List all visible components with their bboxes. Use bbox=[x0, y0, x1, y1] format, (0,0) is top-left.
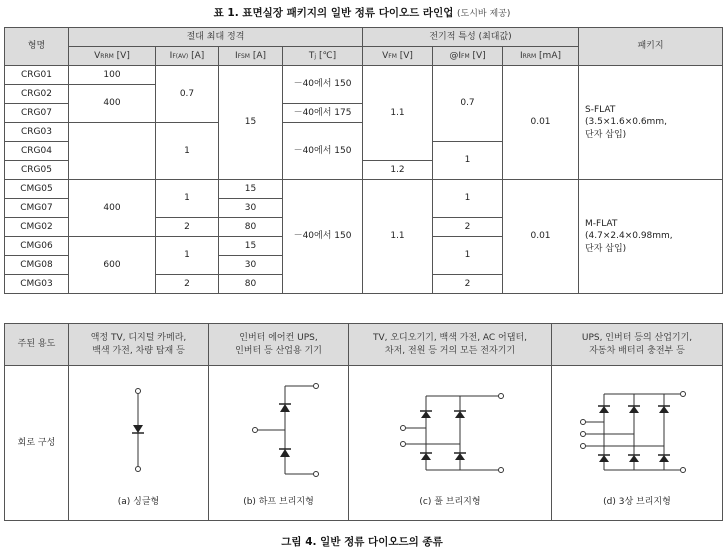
header-vrrm: VRRM [V] bbox=[69, 47, 156, 66]
at-ifm-cell: 1 bbox=[433, 180, 503, 218]
apps-full-bridge: TV, 오디오기기, 백색 가전, AC 어댑터, 차저, 전원 등 거의 모든 전자기기 bbox=[349, 324, 552, 366]
diode-icon bbox=[133, 425, 143, 433]
full-bridge-circuit-diagram bbox=[350, 366, 550, 496]
type-cell: CMG02 bbox=[5, 218, 69, 237]
type-cell: CRG04 bbox=[5, 142, 69, 161]
diode-icon bbox=[659, 455, 669, 462]
ifsm-cell: 15 bbox=[219, 180, 283, 199]
header-irrm: IRRM [mA] bbox=[503, 47, 579, 66]
package-mount: 단자 삽입) bbox=[585, 243, 627, 254]
label-half-bridge: (b) 하프 브리지형 bbox=[243, 497, 314, 507]
apps-half-bridge: 인버터 에어컨 UPS, 인버터 등 산업용 기기 bbox=[209, 324, 349, 366]
type-cell: CMG08 bbox=[5, 256, 69, 275]
irrm-cell: 0.01 bbox=[503, 180, 579, 294]
diode-icon bbox=[629, 406, 639, 413]
header-package: 패키지 bbox=[579, 28, 723, 66]
header-abs-max: 절대 최대 정격 bbox=[69, 28, 363, 47]
label-full-bridge: (c) 풀 브리지형 bbox=[419, 497, 481, 507]
type-cell: CRG01 bbox=[5, 66, 69, 85]
ifsm-cell: 80 bbox=[219, 275, 283, 294]
type-cell: CMG03 bbox=[5, 275, 69, 294]
vrrm-cell: 400 bbox=[69, 85, 156, 123]
ifav-cell: 2 bbox=[156, 218, 219, 237]
vfm-cell: 1.1 bbox=[363, 180, 433, 294]
row-label-circuit: 회로 구성 bbox=[5, 366, 69, 521]
diode-lineup-table bbox=[4, 27, 723, 294]
vrrm-cell: 400 bbox=[69, 180, 156, 237]
diode-icon bbox=[599, 406, 609, 413]
header-type: 형명 bbox=[5, 28, 69, 66]
header-at-ifm: @IFM [V] bbox=[433, 47, 503, 66]
header-ifav: IF(AV) [A] bbox=[156, 47, 219, 66]
tj-cell: －40에서 175 bbox=[283, 104, 363, 123]
ifav-cell: 2 bbox=[156, 275, 219, 294]
at-ifm-cell: 1 bbox=[433, 142, 503, 180]
at-ifm-cell: 2 bbox=[433, 218, 503, 237]
diode-icon bbox=[659, 406, 669, 413]
diode-icon bbox=[280, 449, 290, 457]
header-vfm: VFM [V] bbox=[363, 47, 433, 66]
ifav-cell: 1 bbox=[156, 180, 219, 218]
diode-icon bbox=[599, 455, 609, 462]
header-elec: 전기적 특성 (최대값) bbox=[363, 28, 579, 47]
header-tj: Tj [℃] bbox=[283, 47, 363, 66]
vrrm-cell: 600 bbox=[69, 237, 156, 294]
ifav-cell: 1 bbox=[156, 123, 219, 180]
diode-icon bbox=[455, 453, 465, 460]
at-ifm-cell: 0.7 bbox=[433, 66, 503, 142]
at-ifm-cell: 1 bbox=[433, 237, 503, 275]
table-caption-source: (도시바 제공) bbox=[457, 9, 511, 19]
header-ifsm: IFSM [A] bbox=[219, 47, 283, 66]
single-diode-circuit-diagram bbox=[70, 366, 208, 496]
label-single: (a) 싱글형 bbox=[117, 497, 160, 507]
ifsm-cell: 30 bbox=[219, 199, 283, 218]
circuit-3phase-bridge bbox=[552, 366, 723, 521]
circuit-full-bridge bbox=[349, 366, 552, 521]
label-3phase-bridge: (d) 3상 브리지형 bbox=[603, 497, 671, 507]
at-ifm-cell: 2 bbox=[433, 275, 503, 294]
ifsm-cell: 15 bbox=[219, 66, 283, 180]
type-cell: CRG05 bbox=[5, 161, 69, 180]
vrrm-cell: 100 bbox=[69, 66, 156, 85]
diode-icon bbox=[280, 404, 290, 412]
ifav-cell: 0.7 bbox=[156, 66, 219, 123]
type-cell: CRG07 bbox=[5, 104, 69, 123]
package-cell bbox=[579, 180, 723, 294]
package-name: M-FLAT bbox=[585, 219, 618, 230]
diode-icon bbox=[629, 455, 639, 462]
empty-vrrm-cell bbox=[69, 123, 156, 180]
apps-single: 액정 TV, 디지털 카메라, 백색 가전, 차량 탑재 등 bbox=[69, 324, 209, 366]
tj-cell: －40에서 150 bbox=[283, 66, 363, 104]
half-bridge-circuit-diagram bbox=[210, 366, 348, 496]
table-caption-main: 표 1. 표면실장 패키지의 일반 정류 다이오드 라인업 bbox=[213, 7, 454, 19]
type-cell: CRG03 bbox=[5, 123, 69, 142]
type-cell: CMG06 bbox=[5, 237, 69, 256]
tj-cell: －40에서 150 bbox=[283, 180, 363, 294]
diode-icon bbox=[421, 453, 431, 460]
irrm-cell: 0.01 bbox=[503, 66, 579, 180]
diode-icon bbox=[421, 411, 431, 418]
tj-cell: －40에서 150 bbox=[283, 123, 363, 180]
vfm-cell: 1.2 bbox=[363, 161, 433, 180]
ifsm-cell: 15 bbox=[219, 237, 283, 256]
type-cell: CMG07 bbox=[5, 199, 69, 218]
circuit-single bbox=[69, 366, 209, 521]
table-caption bbox=[0, 5, 724, 20]
package-size: (4.7×2.4×0.98mm, bbox=[585, 231, 673, 242]
rectifier-types-figure bbox=[4, 323, 723, 521]
type-cell: CMG05 bbox=[5, 180, 69, 199]
three-phase-bridge-circuit-diagram bbox=[552, 366, 722, 496]
vfm-cell: 1.1 bbox=[363, 66, 433, 161]
package-name: S-FLAT bbox=[585, 105, 616, 116]
row-label-apps: 주된 용도 bbox=[5, 324, 69, 366]
package-size: (3.5×1.6×0.6mm, bbox=[585, 117, 667, 128]
ifav-cell: 1 bbox=[156, 237, 219, 275]
circuit-half-bridge bbox=[209, 366, 349, 521]
type-cell: CRG02 bbox=[5, 85, 69, 104]
ifsm-cell: 30 bbox=[219, 256, 283, 275]
apps-3phase-bridge: UPS, 인버터 등의 산업기기, 자동차 배터리 충전부 등 bbox=[552, 324, 723, 366]
figure-caption: 그림 4. 일반 정류 다이오드의 종류 bbox=[281, 536, 443, 548]
ifsm-cell: 80 bbox=[219, 218, 283, 237]
package-mount: 단자 삽입) bbox=[585, 129, 627, 140]
package-cell bbox=[579, 66, 723, 180]
diode-icon bbox=[455, 411, 465, 418]
